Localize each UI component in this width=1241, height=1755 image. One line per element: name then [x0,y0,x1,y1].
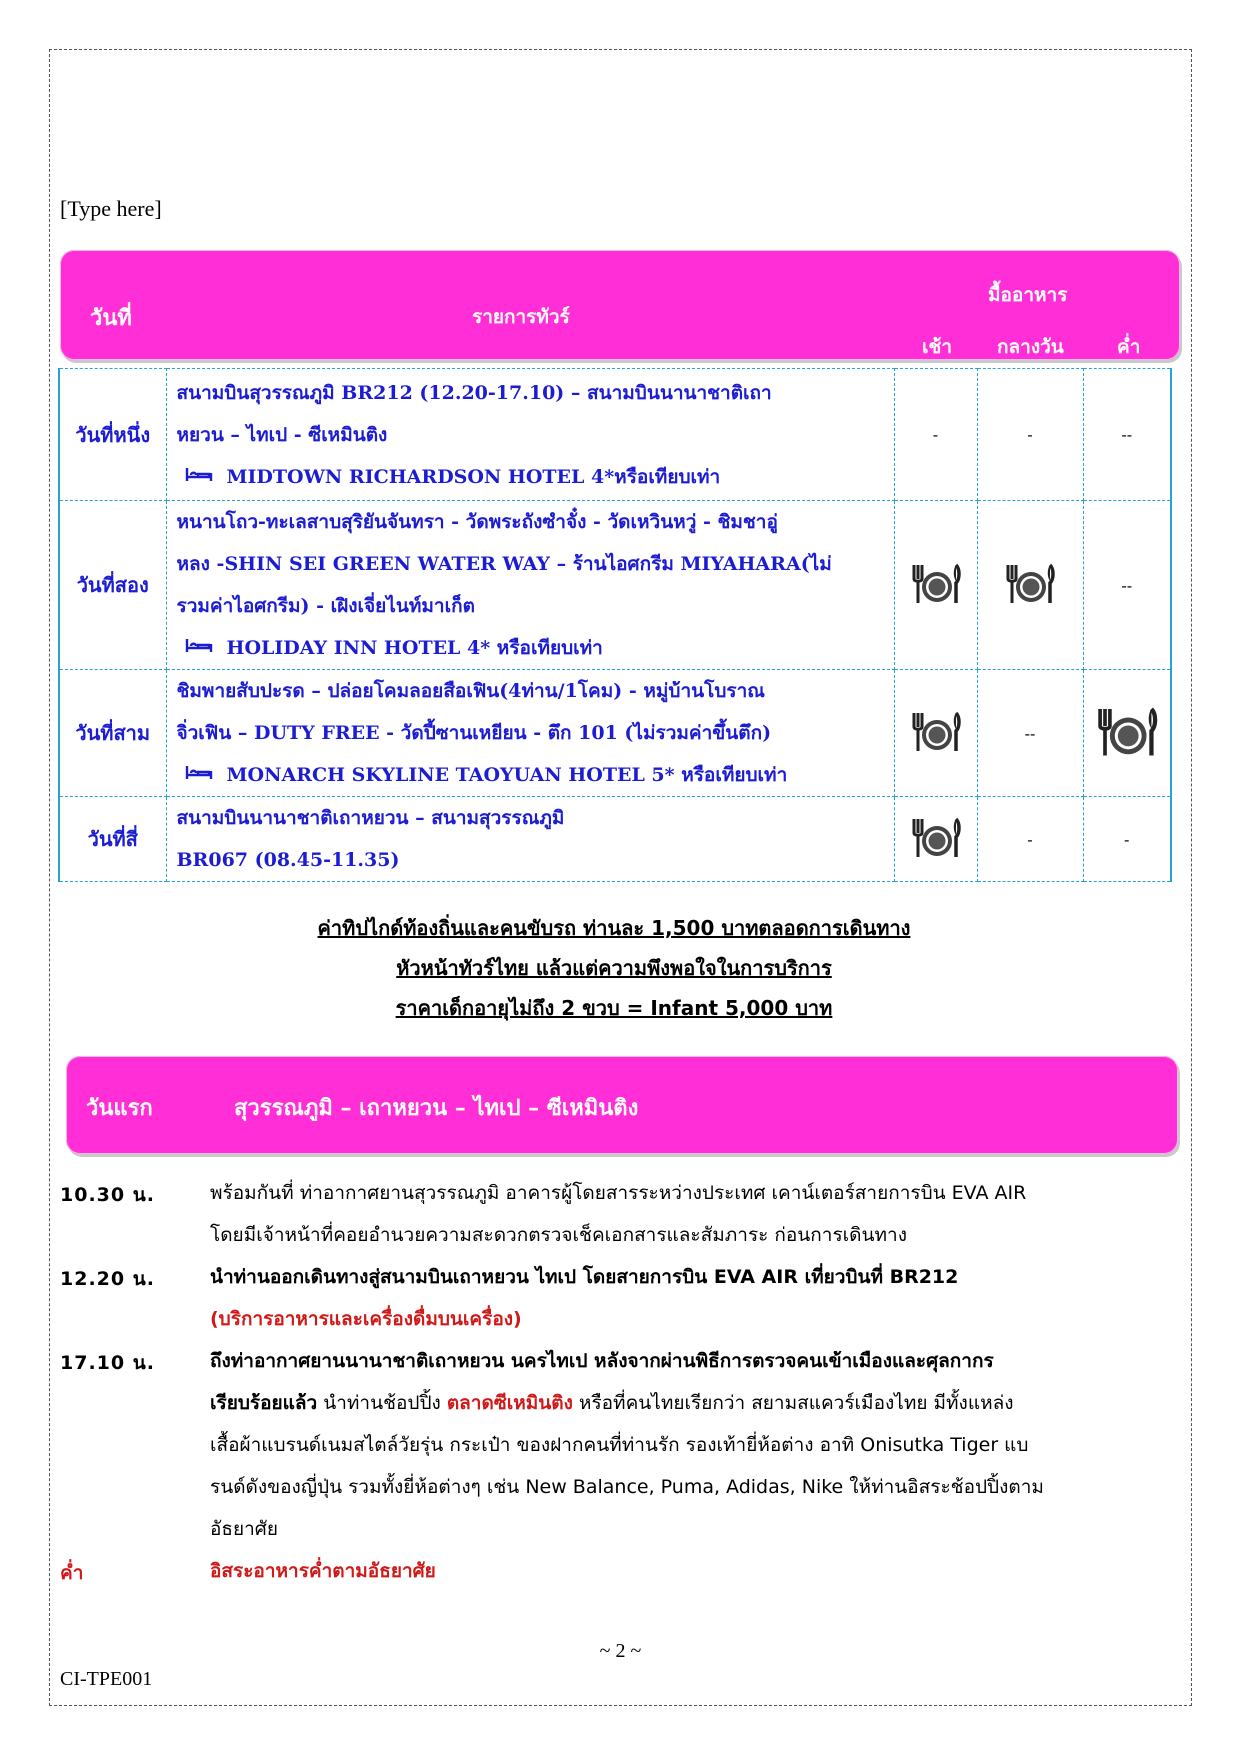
table-row [59,369,1171,501]
schedule-time: 12.20 น. [60,1268,155,1290]
program-line: รวมค่าไอศกรีม) - เฝิงเจี่ยไนท์มาเก็ต [176,595,475,617]
schedule-line: อัธยาศัย [210,1518,279,1540]
meal-icon [909,742,963,761]
day-program [166,797,894,882]
hotel-line [177,456,886,498]
breakfast-cell [894,501,977,670]
day-label: วันที่สาม [59,670,166,797]
day1-banner [66,1056,1178,1154]
infant-text: ราคาเด็กอายุไม่ถึง 2 ขวบ = Infant 5,000 บาท [395,996,833,1020]
itinerary-table [58,368,1172,882]
schedule-line: ถึงท่าอากาศยานนานาชาติเถาหยวน นครไทเป หลังจากผ่านพิธีการตรวจคนเข้าเมืองและศุลกากร [210,1350,994,1372]
table-row [59,797,1171,882]
program-line: ชิมพายสับปะรด – ปล่อยโคมลอยสือเฟิน(4ท่าน/1โคม) - หมู่บ้านโบราณ [176,680,765,702]
tip-text: ค่าทิปไกด์ท้องถิ่นและคนขับรถ ท่านละ 1,500 บาทตลอดการเดินทาง [317,916,911,940]
leader-text: หัวหน้าทัวร์ไทย แล้วแต่ความพึงพอใจในการบริการ [396,956,832,980]
text-highlight: ตลาดซีเหมินติง [446,1392,573,1414]
schedule-line: รนด์ดังของญี่ปุ่น รวมทั้งยี่ห้อต่างๆ เช่น New Balance, Puma, Adidas, Nike ให้ท่านอิสระช้อปปิ้งตาม [210,1476,1044,1498]
header-placeholder: [Type here] [60,196,162,221]
header-breakfast: เช้า [922,336,953,358]
schedule-line [210,1382,1210,1424]
hotel-line [177,627,886,669]
dinner-cell: - [1083,797,1171,882]
program-line: สนามบินนานาชาติเถาหยวน – สนามสุวรรณภูมิ [176,807,565,829]
lunch-cell: - [977,797,1083,882]
program-line: สนามบินสุวรรณภูมิ BR212 (12.20-17.10) – สนามบินนานาชาติเถา [176,381,772,404]
tip-note [58,912,1170,944]
text-normal: หรือที่คนไทยเรียกว่า สยามสแควร์เมืองไทย มีทั้งแหล่ง [572,1392,1014,1414]
text-bold: เรียบร้อยแล้ว [210,1392,318,1414]
header-meals: มื้ออาหาร [988,284,1068,306]
infant-note [58,992,1170,1024]
bed-icon [185,637,213,659]
table-row [59,501,1171,670]
lunch-cell [977,501,1083,670]
day1-label: วันแรก [86,1095,153,1121]
dinner-cell: -- [1083,369,1171,501]
day-program [166,501,894,670]
schedule-time: 10.30 น. [60,1184,155,1206]
breakfast-cell [894,670,977,797]
meal-icon [1003,594,1057,613]
lunch-cell: -- [977,670,1083,797]
hotel-line [177,754,886,796]
dinner-text: อิสระอาหารค่ำตามอัธยาศัย [210,1560,436,1582]
leader-note [58,952,1170,984]
dinner-cell: -- [1083,501,1171,670]
text-normal: นำท่านช้อปปิ้ง [317,1392,447,1414]
header-dinner: ค่ำ [1117,336,1141,358]
tour-code: CI-TPE001 [60,1668,153,1690]
schedule-time: 17.10 น. [60,1352,155,1374]
bed-icon [185,466,213,488]
day-label: วันที่หนึ่ง [59,369,166,501]
table-row [59,670,1171,797]
bed-icon [185,764,213,786]
program-line: หนานโถว-ทะเลสาบสุริยันจันทรา - วัดพระถังซำจั๋ง - วัดเหวินหวู่ - ชิมชาอู่ [176,511,778,533]
breakfast-cell: - [894,369,977,501]
header-day: วันที่ [90,305,132,331]
day-program [166,670,894,797]
dinner-label: ค่ำ [60,1562,85,1584]
header-program: รายการทัวร์ [472,306,570,328]
meal-icon [909,848,963,867]
day-label: วันที่สี่ [59,797,166,882]
program-line: จิ่วเฟิน – DUTY FREE - วัดปี้ซานเหยียน - ตึก 101 (ไม่รวมค่าขึ้นตึก) [176,722,772,744]
itinerary-header-banner [60,250,1180,360]
day-label: วันที่สอง [59,501,166,670]
price-notes [58,912,1170,1032]
hotel-name: MIDTOWN RICHARDSON HOTEL 4*หรือเทียบเท่า [226,465,721,488]
schedule-line: นำท่านออกเดินทางสู่สนามบินเถาหยวน ไทเป โดยสายการบิน EVA AIR เที่ยวบินที่ BR212 [210,1266,959,1288]
program-line: หลง -SHIN SEI GREEN WATER WAY – ร้านไอศกรีม MIYAHARA(ไม่ [176,553,832,575]
meal-icon [1094,748,1160,767]
meal-icon [909,594,963,613]
dinner-cell [1083,670,1171,797]
day1-route: สุวรรณภูมิ – เถาหยวน – ไทเป – ซีเหมินติง [234,1095,639,1121]
schedule-line: พร้อมกันที่ ท่าอากาศยานสุวรรณภูมิ อาคารผู้โดยสารระหว่างประเทศ เคาน์เตอร์สายการบิน EVA AIR [210,1182,1027,1204]
hotel-name: HOLIDAY INN HOTEL 4* หรือเทียบเท่า [226,637,603,659]
lunch-cell: - [977,369,1083,501]
program-line: BR067 (08.45-11.35) [176,849,400,871]
schedule-text [210,1340,1210,1550]
day-program [166,369,894,501]
hotel-name: MONARCH SKYLINE TAOYUAN HOTEL 5* หรือเทียบเท่า [226,764,788,786]
header-lunch: กลางวัน [997,336,1064,358]
page-number: ~ 2 ~ [599,1640,642,1662]
program-line: หยวน – ไทเป - ซีเหมินติง [176,423,388,446]
schedule-line: โดยมีเจ้าหน้าที่คอยอำนวยความสะดวกตรวจเช็คเอกสารและสัมภาระ ก่อนการเดินทาง [210,1224,907,1246]
schedule-line: (บริการอาหารและเครื่องดื่มบนเครื่อง) [210,1308,522,1330]
schedule-line: เสื้อผ้าแบรนด์เนมสไตล์วัยรุ่น กระเป๋า ของฝากคนที่ท่านรัก รองเท้ายี่ห้อต่าง อาทิ Onisutka Tiger แบ [210,1434,1029,1456]
breakfast-cell [894,797,977,882]
schedule-text [210,1256,1210,1340]
schedule-text [210,1172,1210,1256]
